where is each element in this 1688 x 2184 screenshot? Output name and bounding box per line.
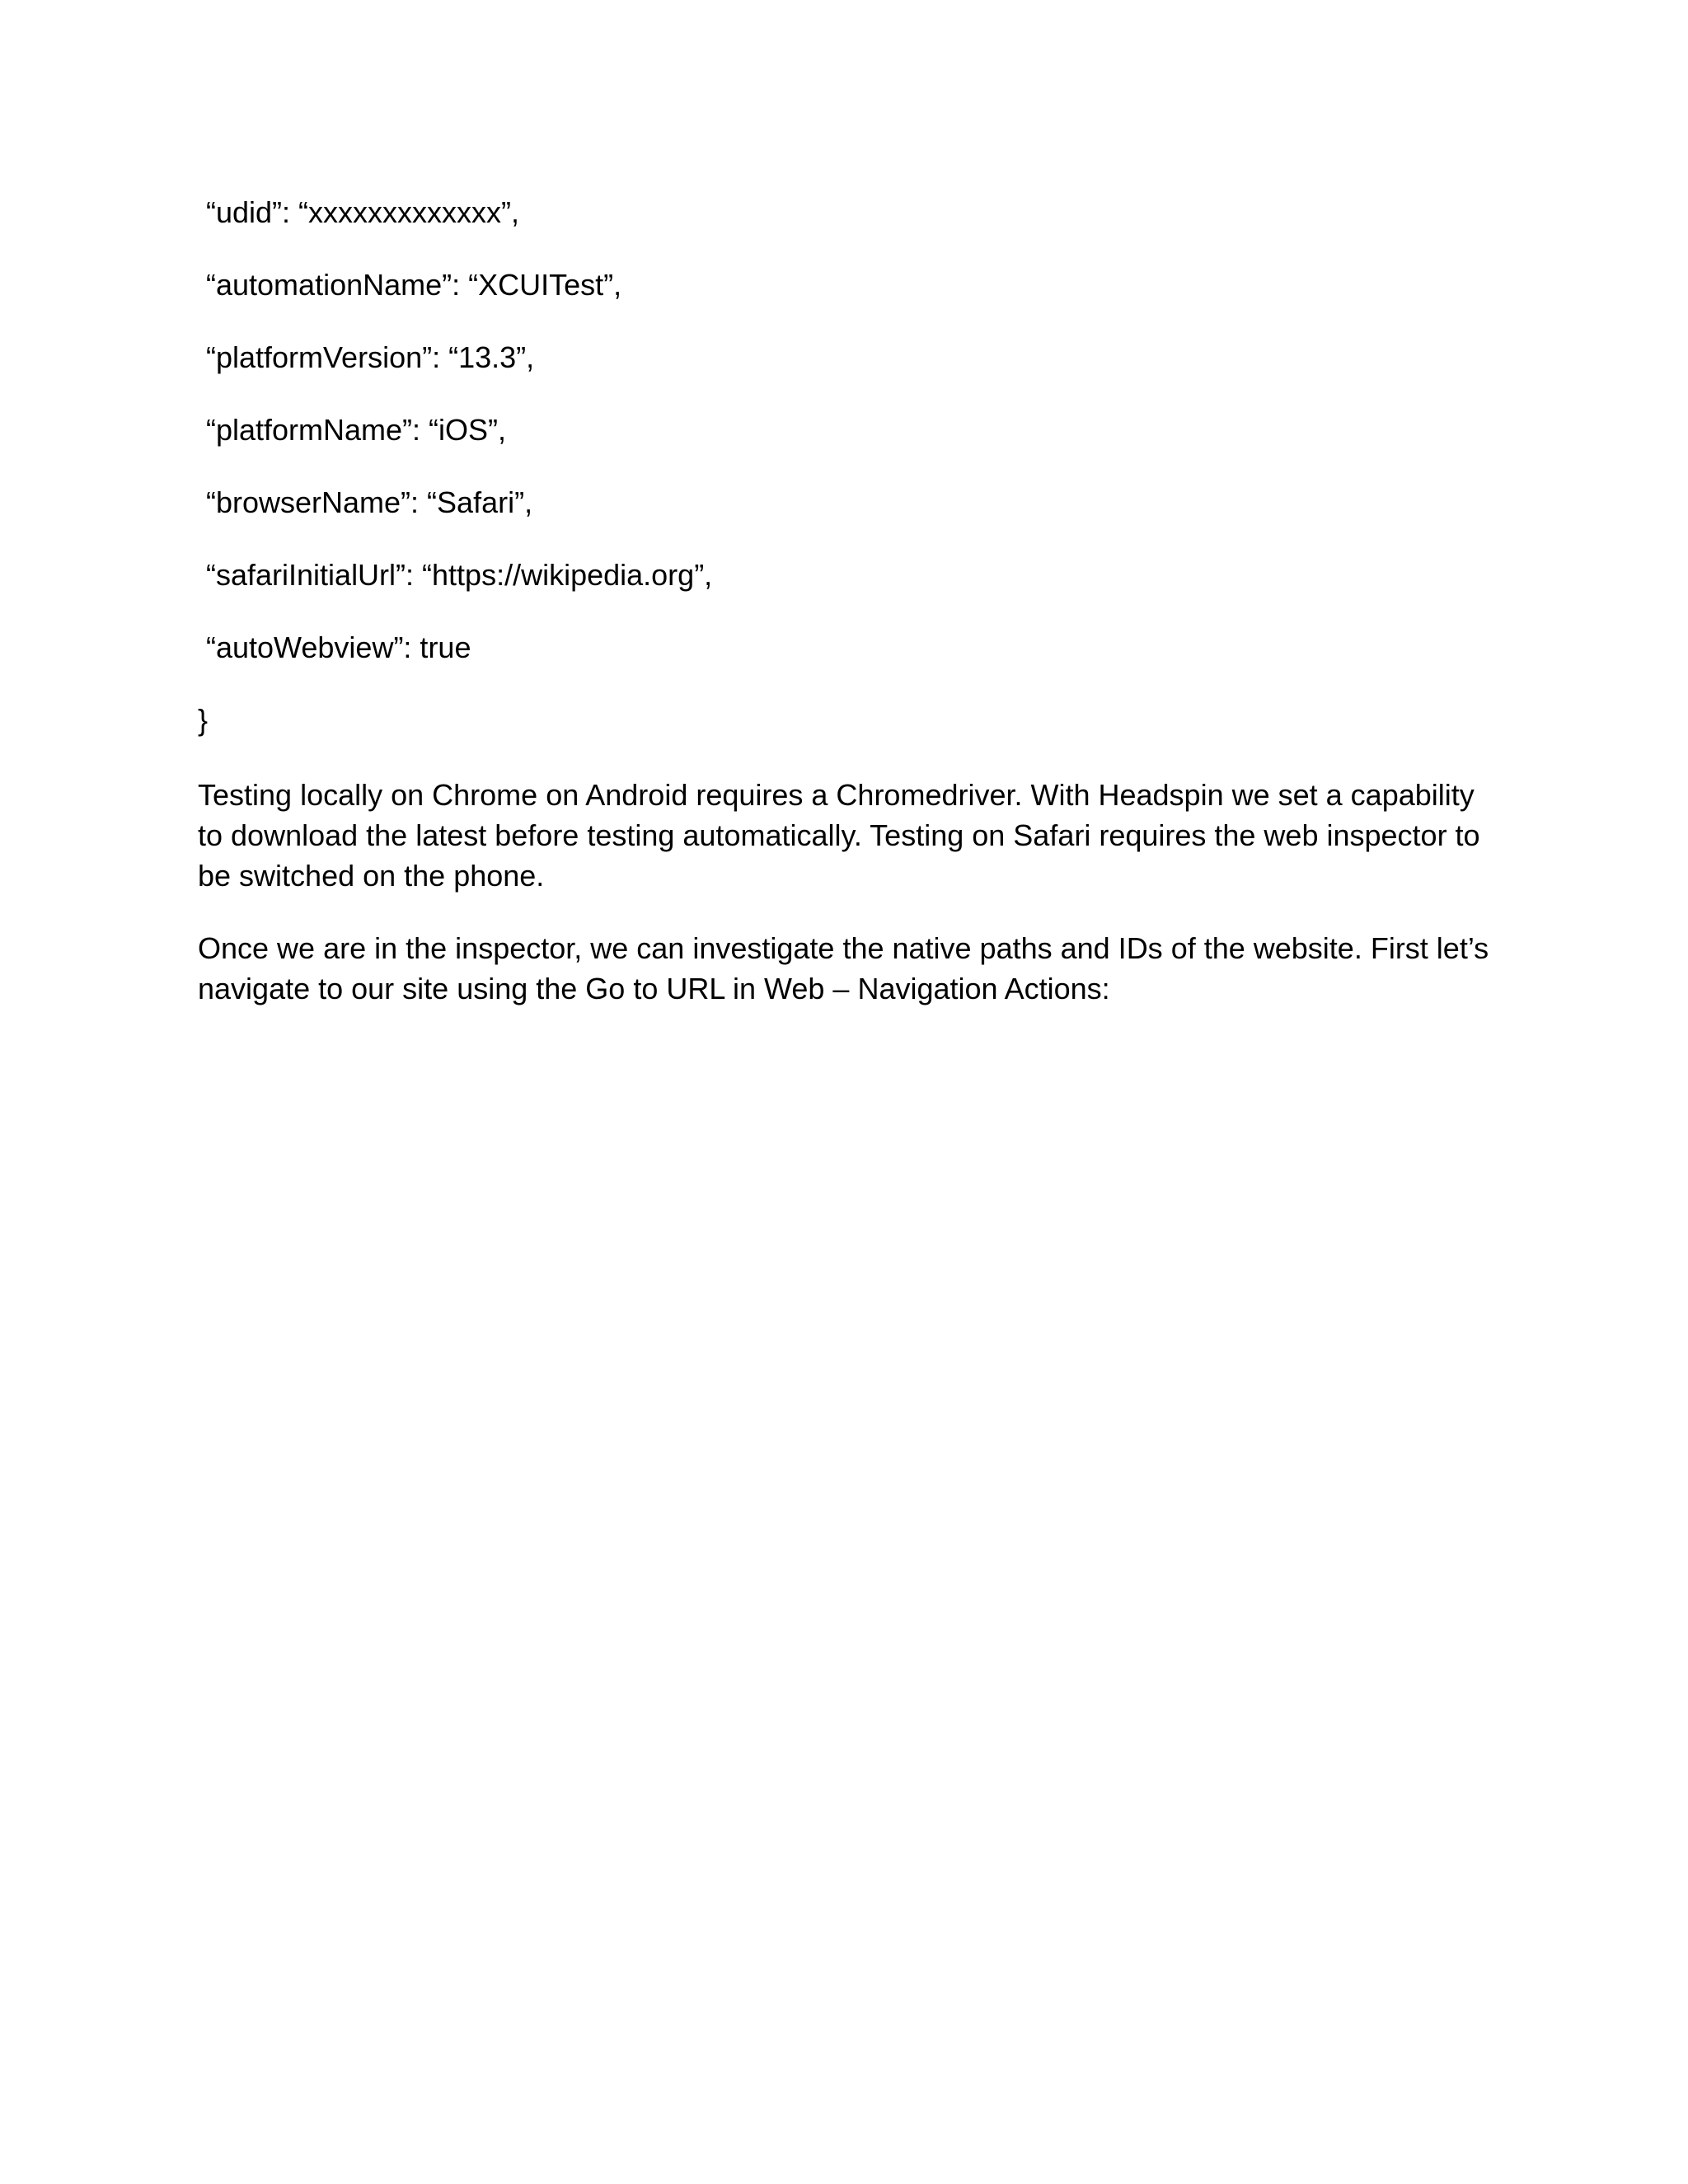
- code-line-platform-version: “platformVersion”: “13.3”,: [206, 340, 535, 374]
- code-line-udid: “udid”: “xxxxxxxxxxxxx”,: [206, 195, 520, 229]
- code-line-platform-name: “platformName”: “iOS”,: [206, 413, 507, 447]
- document-content: [198, 194, 1492, 1041]
- code-line-safari-initial-url: “safariInitialUrl”: “https://wikipedia.org”,: [206, 558, 713, 592]
- paragraph-chromedriver: Testing locally on Chrome on Android requires a Chromedriver. With Headspin we set a capability to download the latest before testing automatically. Testing on Safari requires the web inspector to be switched on the phone.: [198, 778, 1480, 893]
- closing-brace: }: [198, 703, 209, 737]
- paragraph-inspector: Once we are in the inspector, we can investigate the native paths and IDs of the website. First let’s navigate to our site using the Go to URL in Web – Navigation Actions:: [198, 931, 1489, 1005]
- code-line-auto-webview: “autoWebview”: true: [206, 630, 471, 664]
- code-line-browser-name: “browserName”: “Safari”,: [206, 485, 533, 519]
- code-line-automation-name: “automationName”: “XCUITest”,: [206, 268, 622, 302]
